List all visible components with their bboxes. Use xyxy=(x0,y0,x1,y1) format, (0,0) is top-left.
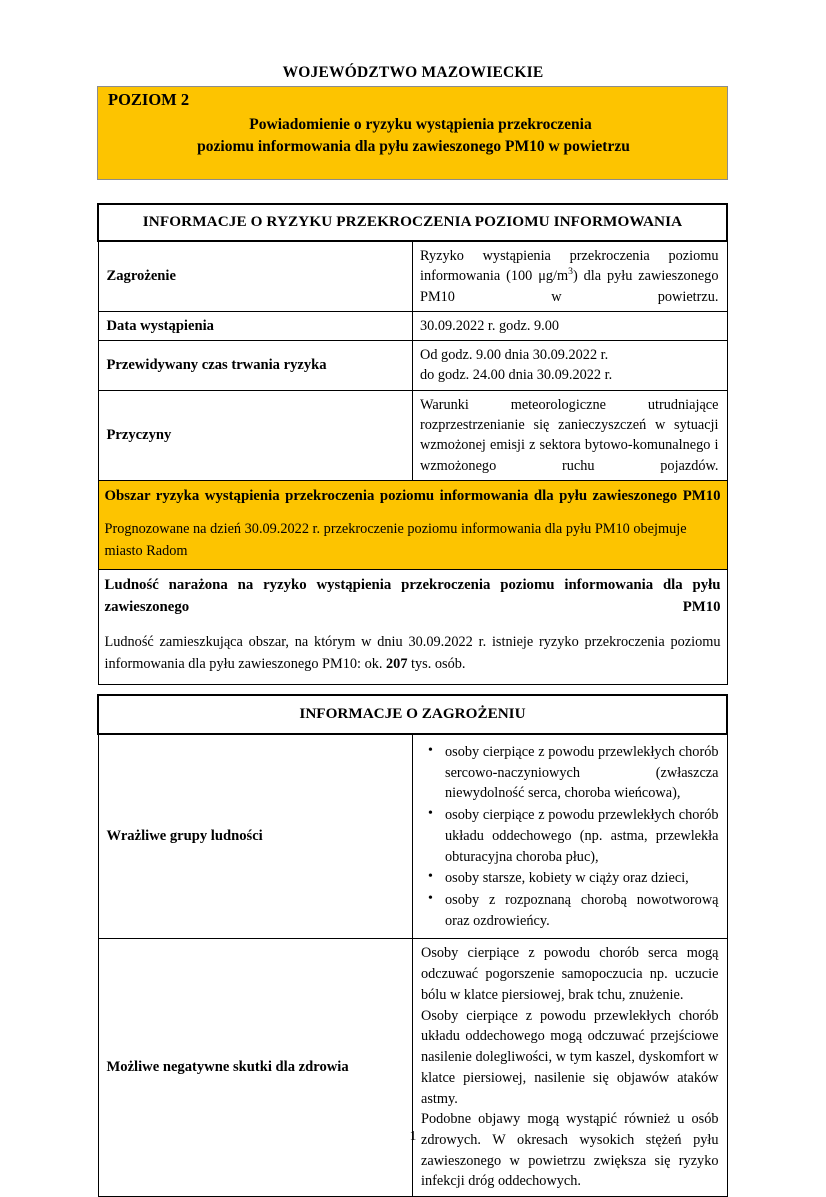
sensitive-groups-list-cell xyxy=(413,734,728,939)
risk-area-body: Prognozowane na dzień 30.09.2022 r. przekroczenie poziomu informowania dla pyłu PM10 obejmuje miasto Radom xyxy=(104,521,687,559)
table-row xyxy=(98,311,727,340)
threat-text-post: ) dla pyłu zawieszonego PM10 w powietrzu. xyxy=(420,268,719,305)
list-item: • osoby starsze, kobiety w ciąży oraz dzieci, xyxy=(443,868,719,889)
table-row xyxy=(98,341,727,391)
health-effect-paragraph: Osoby cierpiące z powodu chorób serca mogą odczuwać pogorszenie samopoczucia np. uczucie bólu w klatce piersiowej, brak tchu, znużenie. xyxy=(421,945,719,1003)
table-row xyxy=(98,241,727,311)
sensitive-groups-list xyxy=(421,742,719,931)
risk-table-header: INFORMACJE O RYZYKU PRZEKROCZENIA POZIOMU INFORMOWANIA xyxy=(98,204,727,241)
risk-information-table xyxy=(97,203,728,685)
row-value-zagrozenie xyxy=(413,241,728,311)
alert-banner xyxy=(97,86,728,180)
population-count: 207 xyxy=(386,655,408,672)
alert-subtitle-line2: poziomu informowania dla pyłu zawieszonego PM10 w powietrzu xyxy=(197,138,630,156)
table-row xyxy=(98,695,727,734)
table-row xyxy=(98,204,727,241)
row-label-zagrozenie: Zagrożenie xyxy=(98,241,413,311)
threat-unit-superscript: 3 xyxy=(568,266,573,278)
hazard-information-table xyxy=(97,694,728,1197)
alert-subtitle xyxy=(98,114,729,159)
exposed-population-section xyxy=(98,570,727,685)
row-label-czas-trwania: Przewidywany czas trwania ryzyka xyxy=(98,341,413,391)
table-row xyxy=(98,480,727,569)
duration-line-to: do godz. 24.00 dnia 30.09.2022 r. xyxy=(420,367,613,384)
alert-level-label: POZIOM 2 xyxy=(108,90,190,109)
table-row xyxy=(98,390,727,480)
exposed-population-heading: Ludność narażona na ryzyko wystąpienia przekroczenia poziomu informowania dla pyłu zawieszonego PM10 xyxy=(104,577,721,615)
population-text-pre: Ludność zamieszkująca obszar, na którym w dniu 30.09.2022 r. istnieje ryzyko przekroczenia poziomu informowania dla pyłu zawieszonego PM10: ok. xyxy=(104,634,721,672)
table-row xyxy=(98,734,727,939)
row-value-przyczyny: Warunki meteorologiczne utrudniające rozprzestrzenianie się zanieczyszczeń w sytuacji wzmożonej emisji z sektora bytowo-komunalnego i wzmożonego ruchu pojazdów. xyxy=(413,390,728,480)
page-title: WOJEWÓDZTWO MAZOWIECKIE xyxy=(282,64,544,81)
duration-line-from: Od godz. 9.00 dnia 30.09.2022 r. xyxy=(420,347,609,364)
row-label-przyczyny: Przyczyny xyxy=(98,390,413,480)
page-number: 1 xyxy=(409,1128,417,1143)
risk-area-heading: Obszar ryzyka wystąpienia przekroczenia poziomu informowania dla pyłu zawieszonego PM10 xyxy=(104,487,721,504)
table-row xyxy=(98,939,727,1197)
list-item: • osoby cierpiące z powodu przewlekłych chorób sercowo-naczyniowych (zwłaszcza niewydolność serca, choroba wieńcowa), xyxy=(443,742,719,804)
list-item: • osoby z rozpoznaną chorobą nowotworową oraz ozdrowieńcy. xyxy=(443,890,719,931)
threat-text-pre: Ryzyko wystąpienia przekroczenia poziomu informowania (100 μg/m xyxy=(420,248,719,285)
row-label-data-wystapienia: Data wystąpienia xyxy=(98,311,413,340)
health-effects-cell xyxy=(413,939,728,1197)
alert-subtitle-line1: Powiadomienie o ryzyku wystąpienia przekroczenia xyxy=(249,116,592,133)
exposed-population-body xyxy=(105,632,721,675)
row-value-data-wystapienia: 30.09.2022 r. godz. 9.00 xyxy=(413,311,728,340)
row-label-wrazliwe-grupy: Wrażliwe grupy ludności xyxy=(98,734,413,939)
population-text-post: tys. osób. xyxy=(407,655,466,672)
table-row xyxy=(98,570,727,685)
row-value-czas-trwania xyxy=(413,341,728,391)
hazard-table-header: INFORMACJE O ZAGROŻENIU xyxy=(98,695,727,734)
row-label-skutki-zdrowotne: Możliwe negatywne skutki dla zdrowia xyxy=(98,939,413,1197)
health-effect-paragraph: Podobne objawy mogą wystąpić również u osób zdrowych. W okresach wysokich stężeń pyłu zawieszonego w powietrzu zwiększa się ryzyko infekcji dróg oddechowych. xyxy=(421,1111,719,1190)
risk-area-section xyxy=(98,480,727,569)
list-item: • osoby cierpiące z powodu przewlekłych chorób układu oddechowego (np. astma, przewlekła obturacyjna choroba płuc), xyxy=(443,805,719,867)
health-effect-paragraph: Osoby cierpiące z powodu przewlekłych chorób układu oddechowego mogą odczuwać przejściowe nasilenie dolegliwości, w tym kaszel, dyskomfort w klatce piersiowej, nasilenie się objawów ataków astmy. xyxy=(421,1007,719,1107)
